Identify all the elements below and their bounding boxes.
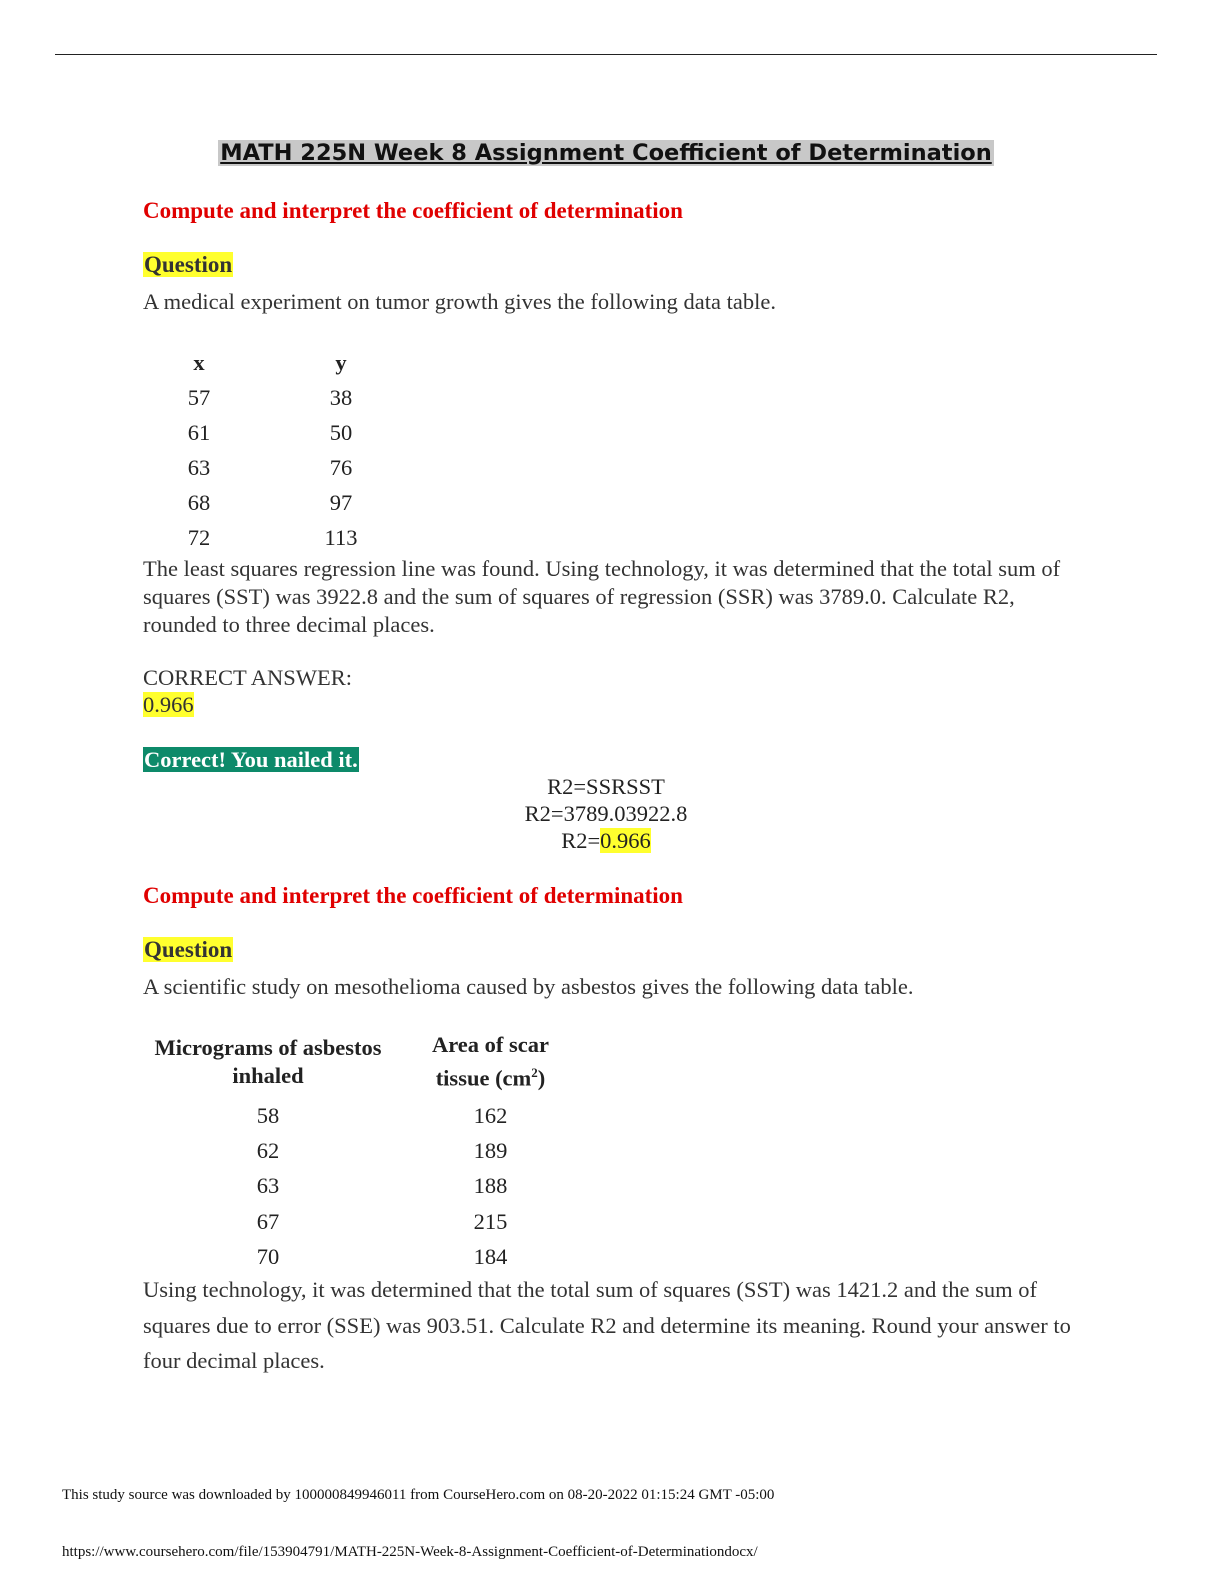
download-notice: This study source was downloaded by 100000849946011 from CourseHero.com on 08-20-2022 01:15:24 GMT -05:00 (62, 1487, 775, 1503)
table-cell: 72 (187, 525, 211, 551)
table-cell: 58 (256, 1103, 280, 1129)
table-cell: 62 (256, 1138, 280, 1164)
table-cell: 97 (329, 490, 353, 516)
document-title: MATH 225N Week 8 Assignment Coefficient of Determination (220, 140, 992, 166)
table-cell: 38 (329, 384, 353, 410)
data-table-2 (143, 1031, 588, 1274)
question-intro-2: A scientific study on mesothelioma caused by asbestos gives the following data table. (143, 974, 914, 999)
table-row (143, 380, 427, 415)
data-table-1 (143, 346, 427, 556)
table-cell: 57 (187, 384, 211, 410)
top-divider (55, 54, 1157, 55)
table-cell: 50 (329, 419, 353, 445)
work-line-3: R2=0.966 (561, 828, 651, 853)
column-header-y: y (335, 350, 347, 375)
work-line-2: R2=3789.03922.8 (524, 801, 688, 826)
table-cell: 70 (256, 1243, 280, 1269)
table-row (143, 486, 427, 521)
table-row (143, 1239, 588, 1274)
table-cell: 113 (324, 525, 358, 551)
question-intro-1: A medical experiment on tumor growth gives the following data table. (143, 289, 776, 314)
table-cell: 215 (473, 1208, 508, 1234)
source-url[interactable]: https://www.coursehero.com/file/153904791/MATH-225N-Week-8-Assignment-Coefficient-of-Determinationdocx/ (62, 1544, 758, 1560)
table-row (143, 1204, 588, 1239)
column-header-scar-area: Area of scar tissue $(cm^2)$ (431, 1032, 550, 1091)
table-cell: 76 (329, 454, 353, 480)
section-heading-2: Compute and interpret the coefficient of determination (143, 883, 683, 908)
column-header-asbestos: Micrograms of asbestos inhaled (154, 1034, 382, 1088)
table-row (143, 1134, 588, 1169)
question-label-1: Question (144, 252, 233, 277)
table-row (143, 521, 427, 556)
table-row (143, 1169, 588, 1204)
table-cell: 61 (187, 419, 211, 445)
work-line-1: R2=SSRSST (547, 774, 665, 799)
question-body-2: Using technology, it was determined that the total sum of squares (SST) was 1421.2 and the sum of squares due to error (SSE) was 903.51. Calculate R2 and determine its meaning. Round your answer to four decimal places. (143, 1277, 1071, 1373)
correct-answer-value: 0.966 (143, 692, 194, 717)
table-header-row (143, 346, 427, 380)
table-header-row (143, 1031, 588, 1099)
table-cell: 63 (187, 454, 211, 480)
table-row (143, 415, 427, 450)
section-heading-1: Compute and interpret the coefficient of determination (143, 198, 683, 223)
feedback-badge: Correct! You nailed it. (144, 747, 358, 772)
question-label-2: Question (144, 937, 233, 962)
table-row (143, 450, 427, 485)
table-row (143, 1099, 588, 1134)
table-cell: 68 (187, 490, 211, 516)
table-cell: 188 (473, 1173, 508, 1199)
table-cell: 162 (473, 1103, 508, 1129)
correct-answer-label: CORRECT ANSWER: (143, 665, 352, 690)
table-cell: 67 (256, 1208, 280, 1234)
table-cell: 63 (256, 1173, 280, 1199)
column-header-x: x (193, 350, 205, 375)
table-cell: 184 (473, 1243, 508, 1269)
table-cell: 189 (473, 1138, 508, 1164)
question-body-1: The least squares regression line was found. Using technology, it was determined that the total sum of squares (SST) was 3922.8 and the sum of squares of regression (SSR) was 3789.0. Calculate R2, rounded to three decimal places. (143, 556, 1061, 637)
